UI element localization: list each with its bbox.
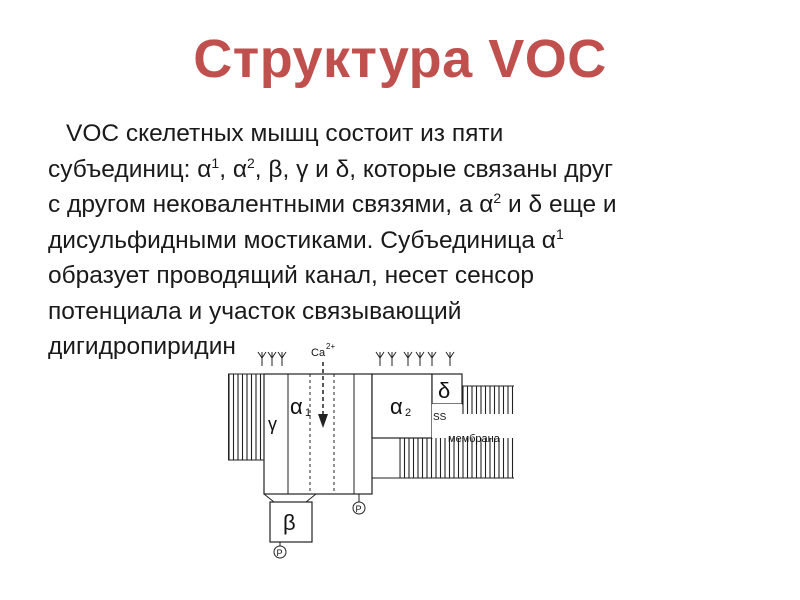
glycosylation-marks (258, 352, 454, 366)
paragraph-line-3a: с другом нековалентными связями, а α (48, 191, 494, 218)
alpha1-sub-label: 1 (305, 407, 312, 419)
paragraph-line-3b: и δ еще и (501, 191, 617, 218)
paragraph-line-2b: , α (219, 155, 247, 183)
paragraph-sup: 1 (211, 154, 220, 171)
alpha2-sub-label: 2 (405, 407, 412, 419)
paragraph-line-2c: , β, γ и δ, которые связаны друг (254, 155, 614, 183)
membrane-right-top (462, 386, 514, 414)
voc-structure-diagram (228, 338, 528, 570)
delta-label: δ (438, 378, 451, 403)
calcium-charge: 2+ (326, 342, 336, 351)
paragraph-line-6: потенциала и участок связывающий (48, 297, 462, 325)
slide-paragraph (48, 116, 778, 365)
slide-title: Структура VOC (193, 29, 607, 89)
paragraph-line-2a: субъединиц: α (48, 155, 212, 183)
membrane-label: мембрана (448, 433, 500, 445)
paragraph-line-5: образует проводящий канал, несет сенсор (48, 262, 535, 289)
paragraph-sup: 2 (246, 154, 255, 171)
phosphate-label: P (276, 548, 283, 558)
alpha1-label: α (290, 394, 303, 419)
calcium-label: Ca (311, 347, 326, 359)
paragraph-sup: 1 (555, 225, 564, 242)
alpha1-subunit (264, 374, 372, 494)
paragraph-sup: 2 (493, 190, 502, 206)
paragraph-line-1: VOC скелетных мышц состоит из пяти (66, 120, 504, 147)
alpha2-label: α (390, 394, 403, 419)
phosphate-label: P (355, 504, 362, 514)
gamma-label: γ (268, 414, 277, 434)
beta-label: β (283, 510, 296, 535)
disulfide-label: SS (433, 412, 447, 423)
voc-diagram-svg (228, 338, 528, 570)
paragraph-line-4a: дисульфидными мостиками. Субъединица α (48, 226, 556, 254)
paragraph-line-7: дигидропиридин (48, 333, 236, 360)
membrane-left (228, 374, 264, 460)
